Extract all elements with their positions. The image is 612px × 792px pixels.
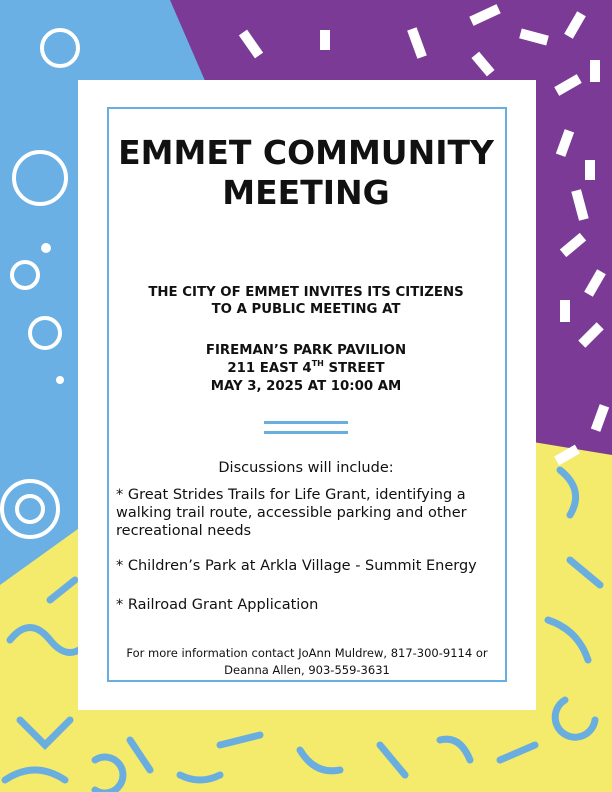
invitation-text (95, 284, 517, 318)
invitation-line-2: TO A PUBLIC MEETING AT (211, 302, 401, 317)
title-line-1: EMMET COMMUNITY (118, 133, 494, 172)
divider-line-bottom (264, 431, 348, 434)
venue-name: FIREMAN’S PARK PAVILION (205, 343, 407, 358)
meeting-datetime: MAY 3, 2025 AT 10:00 AM (210, 379, 402, 394)
contact-line-1: For more information contact JoAnn Muldrew, 817-300-9114 or (126, 646, 488, 660)
divider-line-top (264, 421, 348, 424)
discussion-item-3: * Railroad Grant Application (116, 597, 319, 613)
venue-block (95, 342, 517, 396)
invitation-line-1: THE CITY OF EMMET INVITES ITS CITIZENS (148, 285, 464, 300)
contact-info (110, 645, 504, 679)
title-line-2: MEETING (222, 173, 390, 212)
address-number: 211 EAST 4 (227, 361, 312, 376)
address-street: STREET (323, 361, 385, 376)
contact-line-2: Deanna Allen, 903-559-3631 (224, 663, 390, 677)
page-title (80, 133, 532, 213)
venue-address (227, 361, 384, 376)
discussion-item-1: * Great Strides Trails for Life Grant, identifying a walking trail route, accessible parking and other recreational needs (116, 487, 467, 539)
discussions-heading: Discussions will include: (218, 460, 394, 476)
address-ordinal: TH (311, 359, 324, 368)
discussion-item-2: * Children’s Park at Arkla Village - Summit Energy (116, 558, 477, 574)
